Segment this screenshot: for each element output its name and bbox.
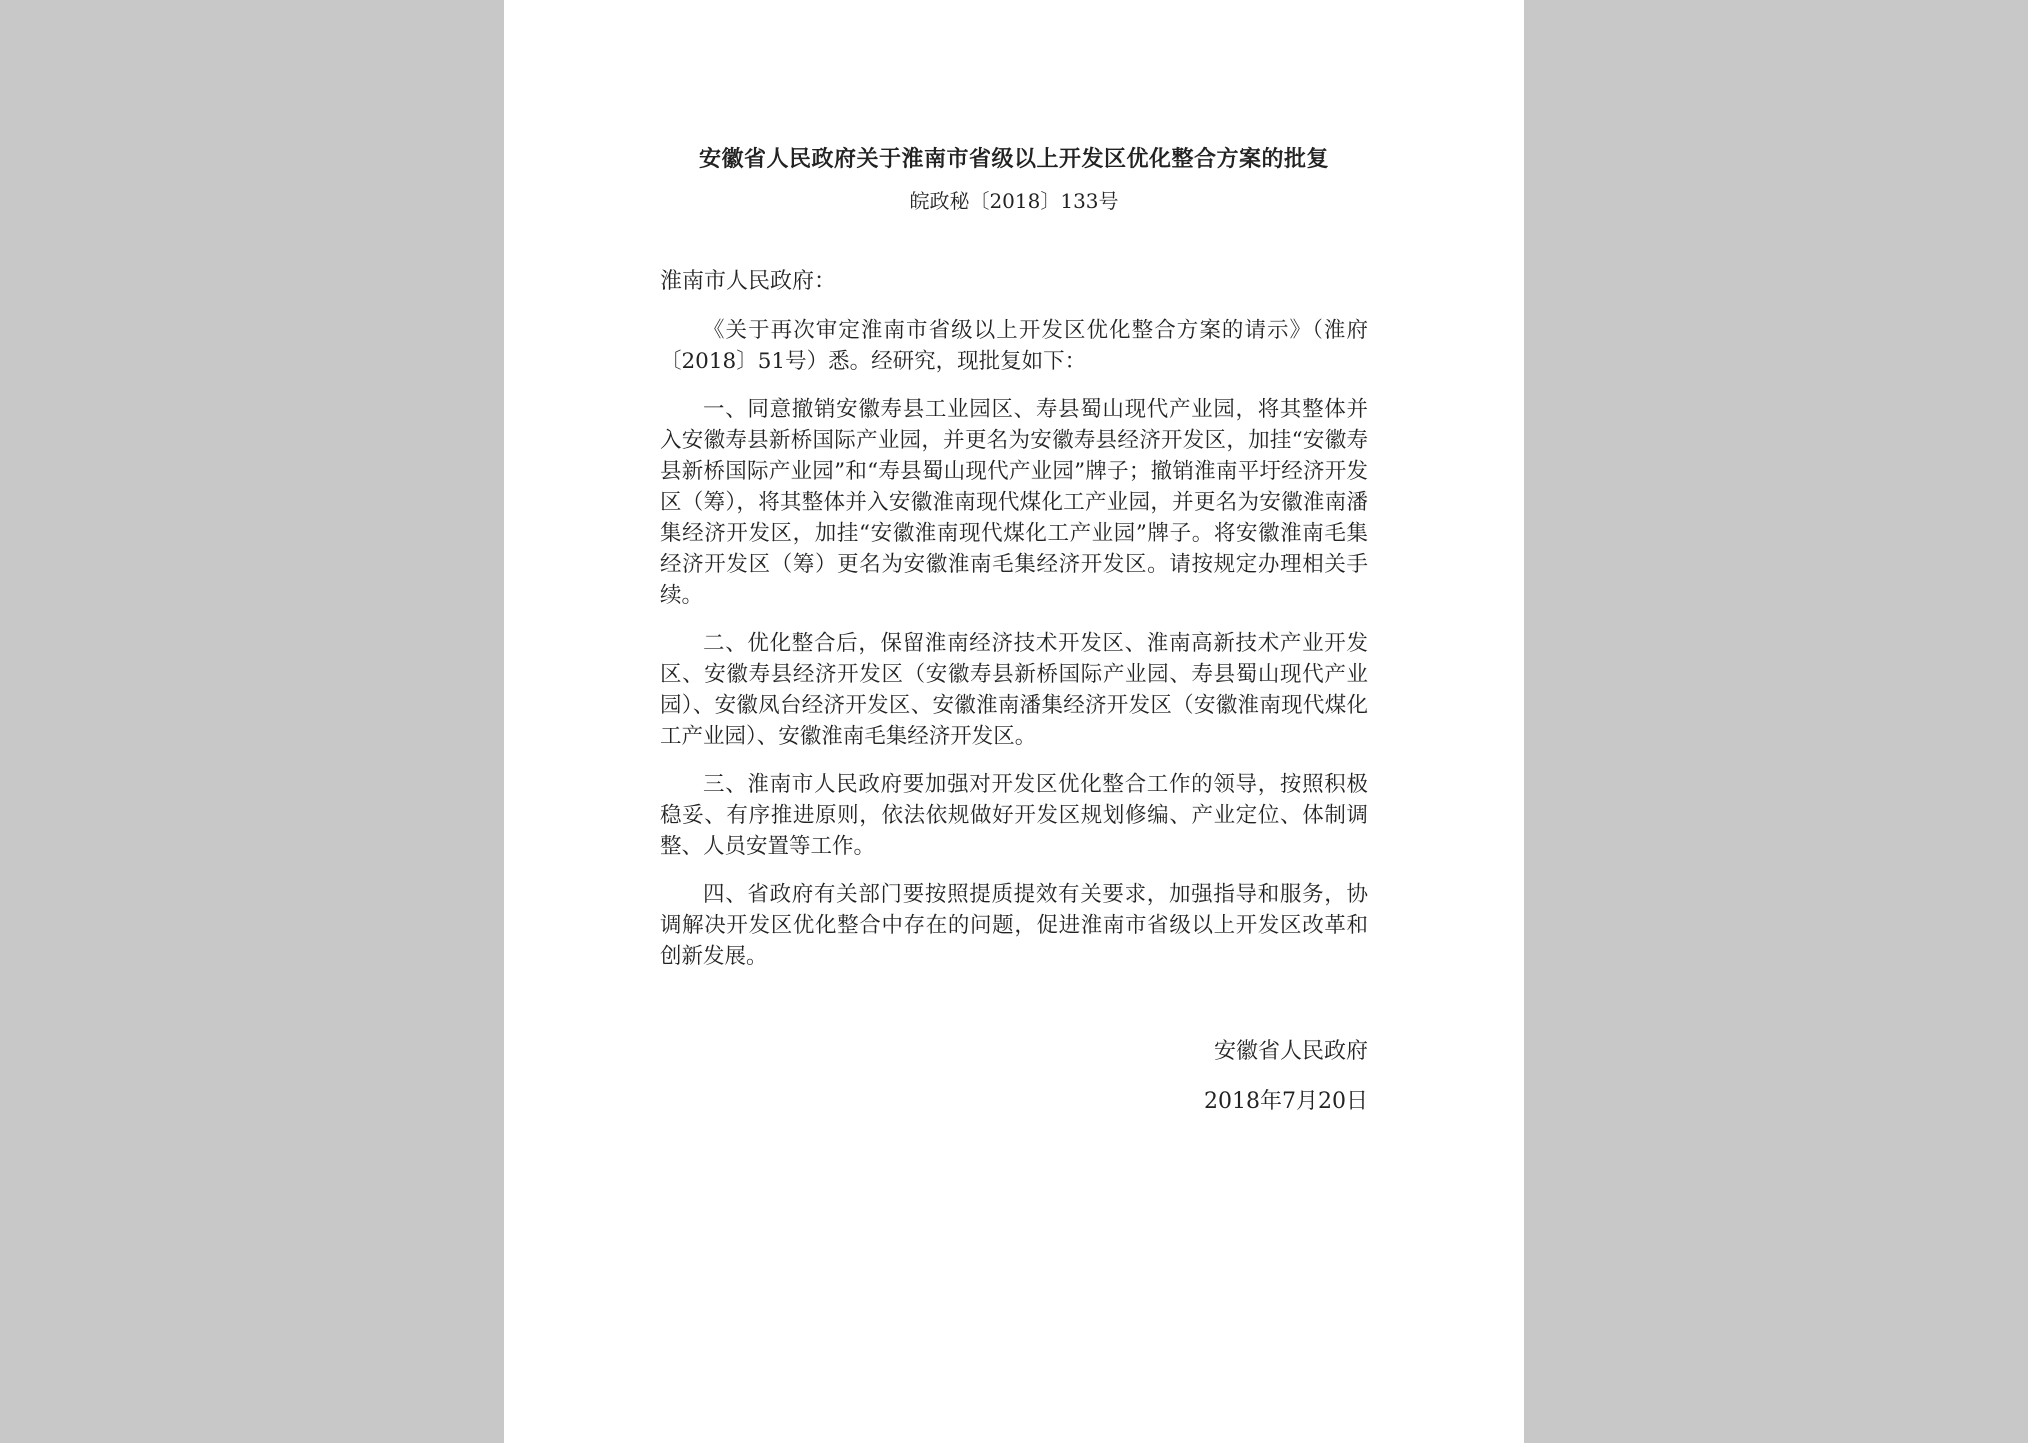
paragraph-item-2: 二、优化整合后，保留淮南经济技术开发区、淮南高新技术产业开发区、安徽寿县经济开发区（安徽寿县新桥国际产业园、寿县蜀山现代产业园）、安徽凤台经济开发区、安徽淮南潘集经济开发区（安徽淮南现代煤化工产业园）、安徽淮南毛集经济开发区。 — [660, 631, 1368, 749]
document-page — [504, 0, 1524, 1443]
paragraph-item-3: 三、淮南市人民政府要加强对开发区优化整合工作的领导，按照积极稳妥、有序推进原则，依法依规做好开发区规划修编、产业定位、体制调整、人员安置等工作。 — [660, 772, 1368, 859]
signature: 安徽省人民政府 — [1213, 1039, 1368, 1064]
paragraph-item-4: 四、省政府有关部门要按照提质提效有关要求，加强指导和服务，协调解决开发区优化整合中存在的问题，促进淮南市省级以上开发区改革和创新发展。 — [660, 882, 1368, 969]
document-number: 皖政秘〔2018〕133号 — [909, 189, 1119, 213]
document-title: 安徽省人民政府关于淮南市省级以上开发区优化整合方案的批复 — [698, 146, 1329, 172]
paragraph-intro: 《关于再次审定淮南市省级以上开发区优化整合方案的请示》（淮府〔2018〕51号）悉。经研究，现批复如下： — [660, 318, 1368, 374]
salutation: 淮南市人民政府： — [660, 269, 837, 294]
document-body — [660, 138, 1368, 1118]
paragraph-item-1: 一、同意撤销安徽寿县工业园区、寿县蜀山现代产业园，将其整体并入安徽寿县新桥国际产业园，并更名为安徽寿县经济开发区，加挂“安徽寿县新桥国际产业园”和“寿县蜀山现代产业园”牌子；撤销淮南平圩经济开发区（筹），将其整体并入安徽淮南现代煤化工产业园，并更名为安徽淮南潘集经济开发区，加挂“安徽淮南现代煤化工产业园”牌子。将安徽淮南毛集经济开发区（筹）更名为安徽淮南毛集经济开发区。请按规定办理相关手续。 — [660, 397, 1368, 608]
issue-date: 2018年7月20日 — [1204, 1089, 1368, 1114]
